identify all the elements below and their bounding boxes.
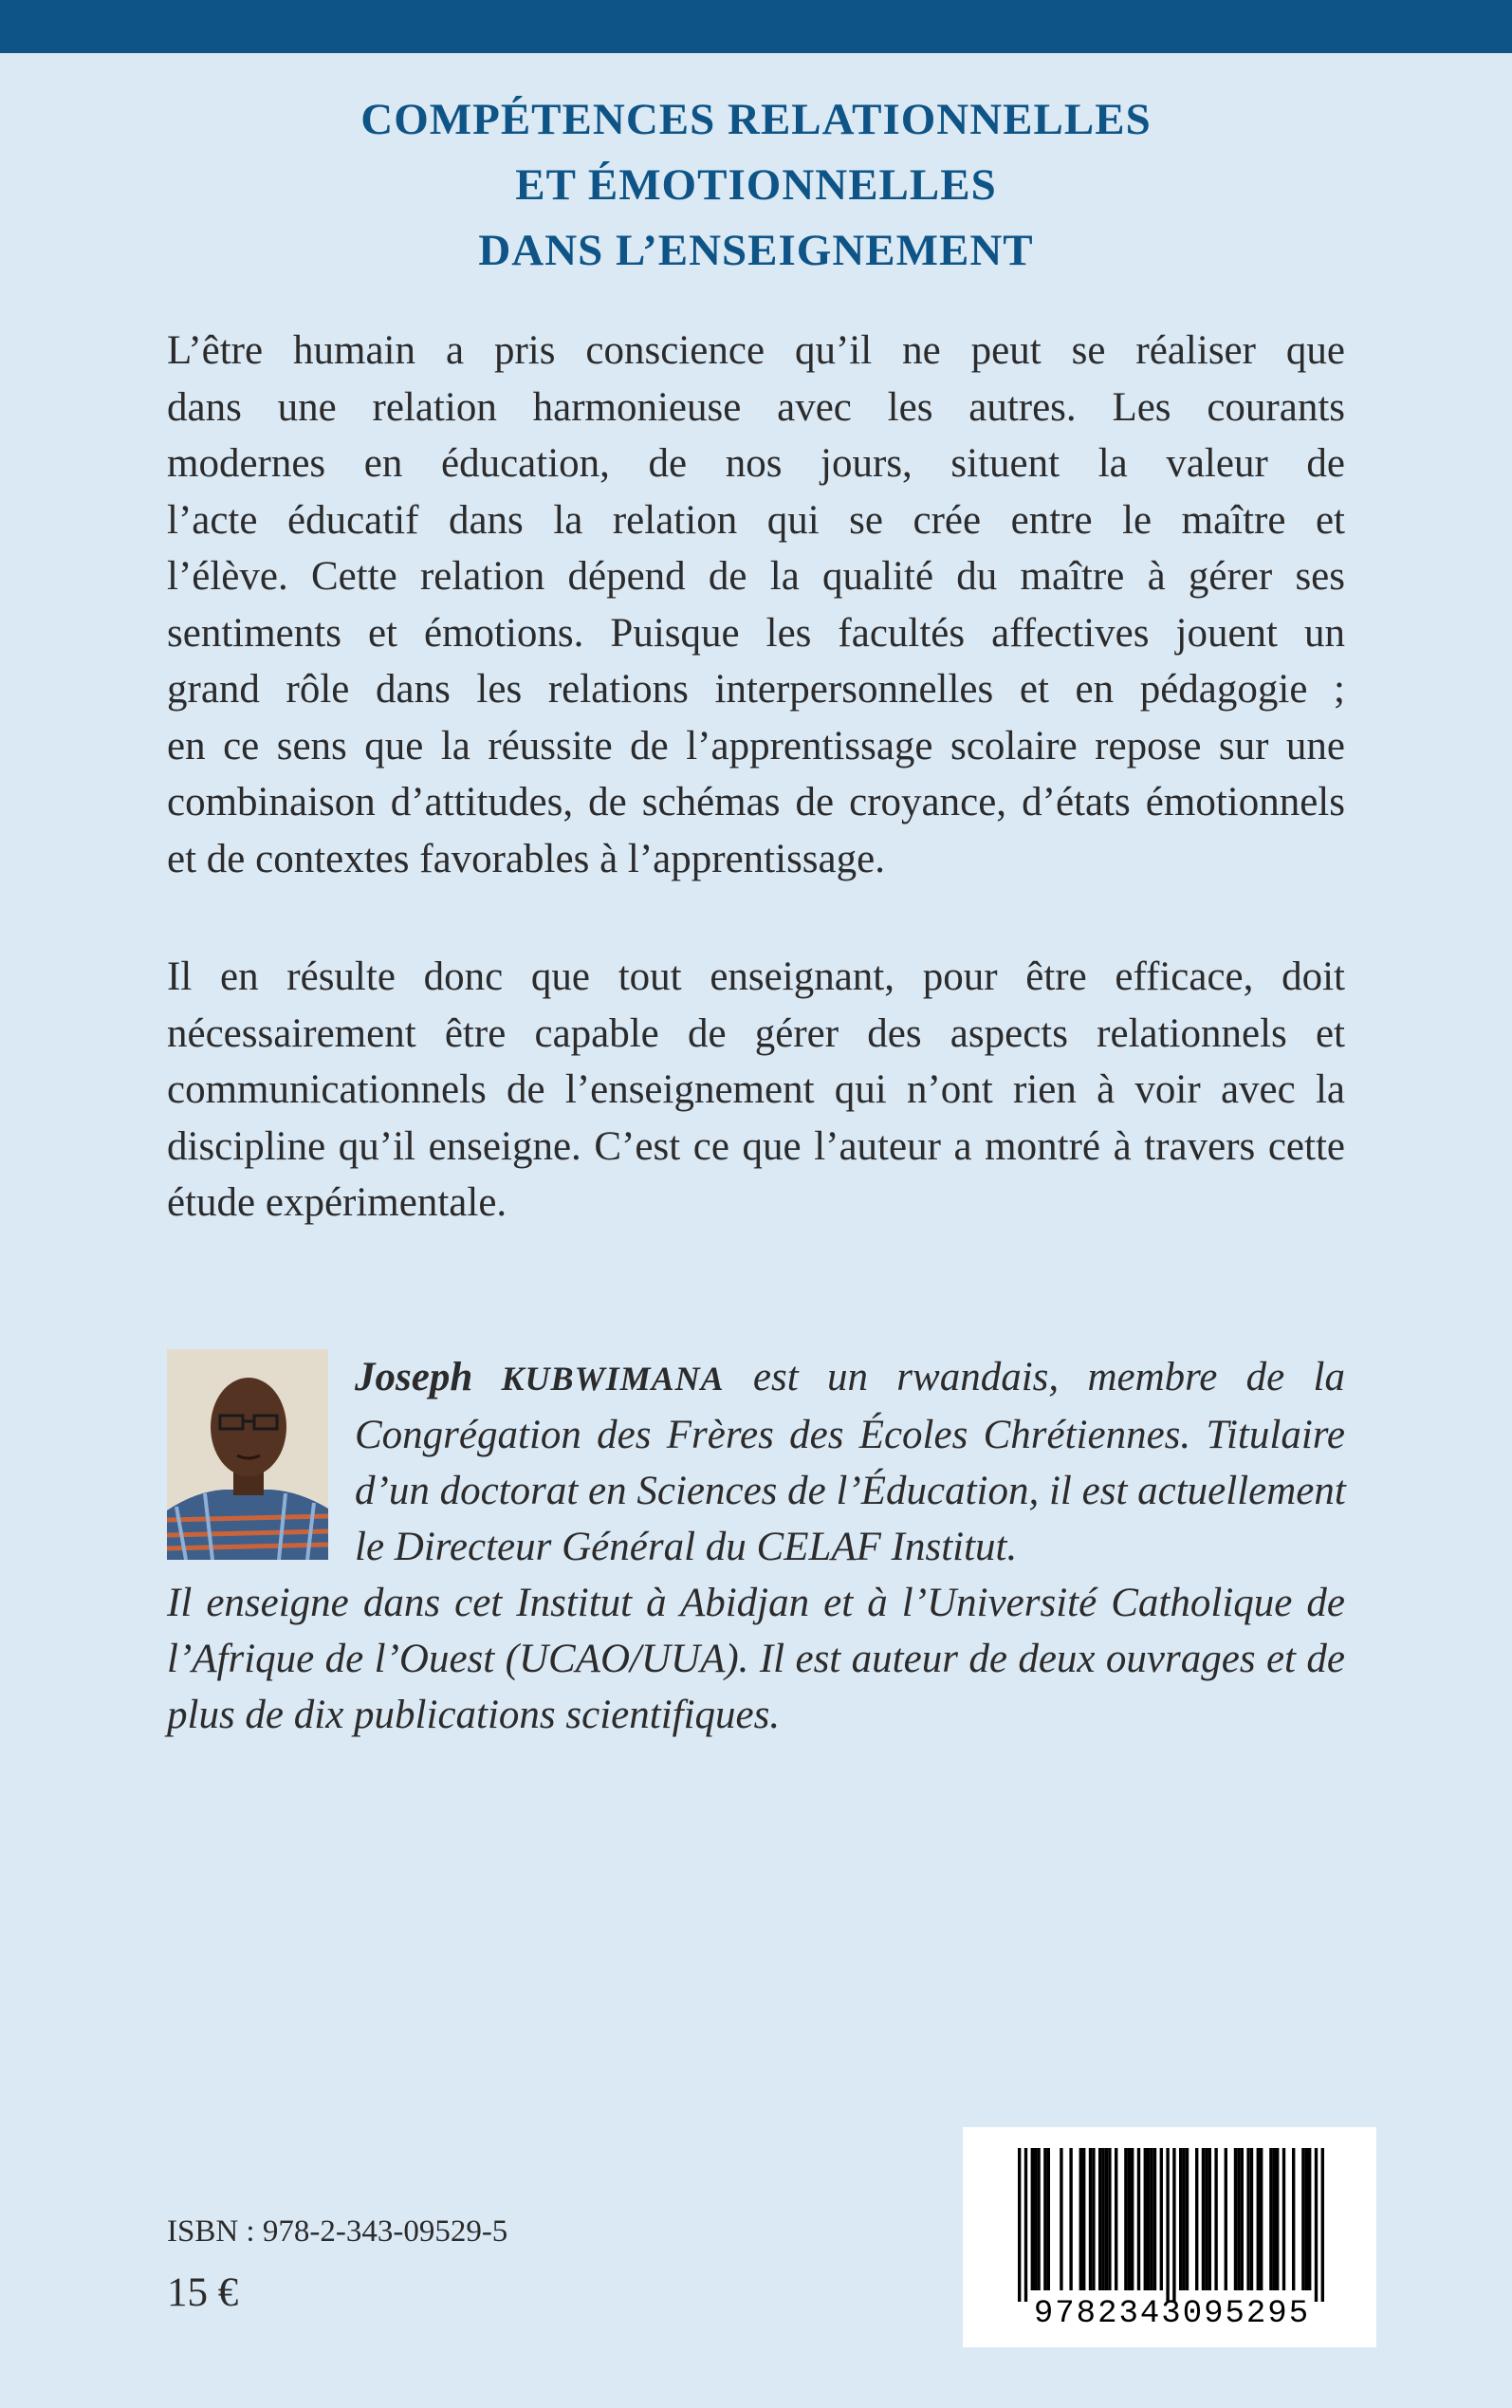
bio-line: plus de dix publications scientifiques. (167, 1693, 781, 1737)
barcode-bar (1276, 2148, 1279, 2290)
summary-paragraph-1 (167, 323, 1345, 887)
bio-line: le Directeur Général du CELAF Institut. (355, 1525, 1018, 1569)
barcode-bar (1225, 2148, 1227, 2290)
barcode-bar (1108, 2148, 1111, 2290)
bio-line: d’un doctorat en Sciences de l’Éducation, il est actuellement (355, 1469, 1346, 1513)
summary-line: combinaison d’attitudes, de schémas de croyance, d’états émotionnels (167, 780, 1345, 824)
bio-line: Congrégation des Frères des Écoles Chrétiennes. Titulaire (355, 1413, 1345, 1457)
barcode-bar (1234, 2148, 1237, 2290)
barcode-bar (1182, 2148, 1185, 2290)
title-line-3: DANS L’ENSEIGNEMENT (478, 226, 1034, 275)
barcode-bar (1186, 2148, 1189, 2290)
barcode-bar (1034, 2148, 1037, 2290)
summary-line: Il en résulte donc que tout enseignant, pour être efficace, doit (167, 954, 1345, 999)
barcode-bar (1257, 2148, 1260, 2290)
barcode-bar (1202, 2148, 1205, 2290)
barcode-bar (1179, 2148, 1182, 2290)
barcode-bar (1089, 2148, 1092, 2290)
barcode-bar (1101, 2148, 1104, 2290)
barcode-bar (1205, 2148, 1208, 2290)
barcode-bar (1195, 2148, 1198, 2290)
barcode-bar (1018, 2148, 1021, 2302)
author-first-name: Joseph (355, 1355, 473, 1399)
barcode-bar (1301, 2148, 1304, 2290)
barcode-bar (1124, 2148, 1127, 2290)
barcode-bar (1082, 2148, 1085, 2290)
summary-line: l’acte éducatif dans la relation qui se crée entre le maître et (167, 497, 1345, 543)
summary-line: en ce sens que la réussite de l’apprentissage scolaire repose sur une (167, 723, 1345, 769)
barcode (963, 2127, 1376, 2347)
barcode-bar (1241, 2148, 1244, 2290)
title-line-2: ET ÉMOTIONNELLES (515, 160, 997, 210)
barcode-bar (1153, 2148, 1156, 2290)
book-title (0, 87, 1512, 284)
summary-line: l’élève. Cette relation dépend de la qualité du maître à gérer ses (167, 554, 1345, 599)
barcode-bar (1128, 2148, 1131, 2290)
barcode-bar (1150, 2148, 1152, 2290)
barcode-bar (1292, 2148, 1295, 2290)
barcode-bar (1131, 2148, 1134, 2290)
barcode-bar (1031, 2148, 1034, 2290)
summary-paragraph-2 (167, 949, 1345, 1232)
barcode-bar (1037, 2148, 1040, 2290)
summary-line: discipline qu’il enseigne. C’est ce que l’auteur a montré à travers cette (167, 1123, 1345, 1169)
bio-line-1-rest: est un rwandais, membre de la (724, 1355, 1346, 1399)
barcode-bar (1282, 2148, 1285, 2290)
barcode-bar (1246, 2148, 1249, 2290)
summary-line: nécessairement être capable de gérer des aspects relationnels et (167, 1010, 1345, 1056)
barcode-bar (1043, 2148, 1046, 2290)
barcode-bar (1269, 2148, 1272, 2290)
isbn-text: ISBN : 978-2-343-09529-5 (167, 2214, 508, 2249)
author-bio (167, 1349, 1345, 1743)
author-last-name: KUBWIMANA (501, 1360, 725, 1398)
barcode-bar (1079, 2148, 1082, 2290)
barcode-bar (1315, 2148, 1318, 2302)
barcode-bar (1166, 2148, 1169, 2302)
barcode-bar (1144, 2148, 1147, 2290)
barcode-digits: 9782343095295 (1033, 2296, 1311, 2332)
barcode-bar (1069, 2148, 1072, 2290)
summary-line: dans une relation harmonieuse avec les autres. Les courants (167, 384, 1345, 430)
price-text: 15 € (167, 2270, 239, 2315)
barcode-bar (1047, 2148, 1050, 2290)
barcode-bar (1308, 2148, 1311, 2290)
summary-line: grand rôle dans les relations interpersonnelles et en pédagogie ; (167, 667, 1345, 712)
summary-line: L’être humain a pris conscience qu’il ne peut se réaliser que (167, 328, 1345, 373)
barcode-bar (1024, 2148, 1027, 2302)
barcode-bar (1105, 2148, 1108, 2290)
barcode-bar (1137, 2148, 1140, 2290)
barcode-bar (1250, 2148, 1253, 2290)
summary-line: et de contextes favorables à l’apprentissage. (167, 836, 885, 881)
barcode-bar (1160, 2148, 1163, 2290)
barcode-bar (1208, 2148, 1211, 2290)
summary-line: sentiments et émotions. Puisque les facultés affectives jouent un (167, 610, 1345, 656)
barcode-bar (1115, 2148, 1117, 2290)
barcode-bar (1273, 2148, 1276, 2290)
summary-line: étude expérimentale. (167, 1180, 507, 1225)
barcode-bar (1321, 2148, 1324, 2302)
bio-line (167, 1349, 1345, 1407)
barcode-bar (1172, 2148, 1175, 2302)
barcode-bar (1260, 2148, 1263, 2290)
barcode-bar (1214, 2148, 1217, 2290)
top-color-band (0, 0, 1512, 53)
barcode-bar (1092, 2148, 1095, 2290)
barcode-bar (1237, 2148, 1240, 2290)
title-line-1: COMPÉTENCES RELATIONNELLES (360, 95, 1152, 144)
barcode-bar (1060, 2148, 1062, 2290)
bio-line: Il enseigne dans cet Institut à Abidjan et à l’Université Catholique de (167, 1581, 1345, 1625)
summary-line: modernes en éducation, de nos jours, situent la valeur de (167, 441, 1345, 486)
barcode-bar (1147, 2148, 1150, 2290)
barcode-bar (1098, 2148, 1101, 2290)
summary-line: communicationnels de l’enseignement qui n’ont rien à voir avec la (167, 1067, 1345, 1112)
barcode-bar (1305, 2148, 1308, 2290)
bio-line: l’Afrique de l’Ouest (UCAO/UUA). Il est auteur de deux ouvrages et de (167, 1637, 1345, 1681)
